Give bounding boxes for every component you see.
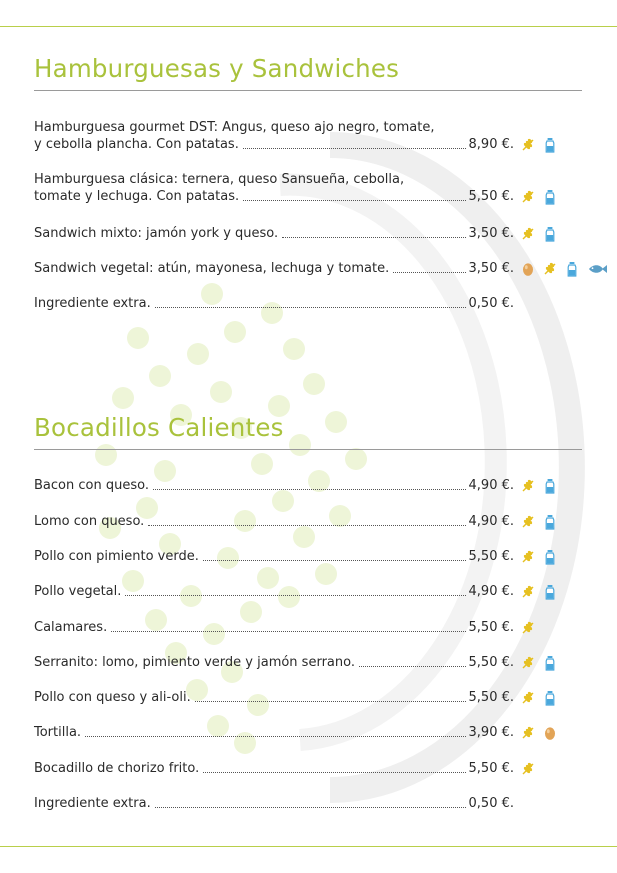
gluten-icon	[542, 261, 558, 277]
item-name: Calamares.	[34, 620, 108, 635]
allergen-icons	[520, 583, 558, 600]
menu-item	[34, 119, 582, 153]
item-price: 3,50 €.	[468, 261, 514, 276]
menu-item	[34, 795, 582, 812]
menu-item	[34, 295, 582, 312]
item-name-line: Hamburguesa gourmet DST: Angus, queso ajo negro, tomate,	[34, 120, 435, 135]
item-name: Serranito: lomo, pimiento verde y jamón serrano.	[34, 655, 355, 670]
item-name: Ingrediente extra.	[34, 796, 151, 811]
item-price: 3,90 €.	[468, 725, 514, 740]
section-title: Hamburguesas y Sandwiches	[34, 54, 400, 83]
dot-leader	[153, 477, 466, 490]
item-name: Ingrediente extra.	[34, 296, 151, 311]
item-name-line: y cebolla plancha. Con patatas.	[34, 137, 239, 152]
section-divider	[34, 90, 582, 91]
allergen-icons	[520, 724, 558, 741]
milk-icon	[542, 189, 558, 205]
menu-item	[34, 260, 582, 277]
item-name: Pollo con queso y ali-oli.	[34, 690, 191, 705]
item-price: 0,50 €.	[468, 296, 514, 311]
item-price: 5,50 €.	[468, 761, 514, 776]
bottom-border	[0, 846, 617, 847]
menu-item	[34, 548, 582, 565]
section-bocadillos	[34, 413, 582, 450]
dot-leader	[282, 225, 465, 238]
section-hamburguesas	[34, 54, 582, 91]
menu-item	[34, 619, 582, 636]
item-name: Sandwich vegetal: atún, mayonesa, lechuga y tomate.	[34, 261, 390, 276]
item-price: 5,50 €.	[468, 620, 514, 635]
allergen-icons	[520, 548, 558, 565]
gluten-icon	[520, 189, 536, 205]
item-name: Pollo con pimiento verde.	[34, 549, 199, 564]
item-name: Pollo vegetal.	[34, 584, 122, 599]
gluten-icon	[520, 226, 536, 242]
item-name: Tortilla.	[34, 725, 82, 740]
gluten-icon	[520, 514, 536, 530]
milk-icon	[542, 584, 558, 600]
milk-icon	[542, 137, 558, 153]
item-price: 4,90 €.	[468, 584, 514, 599]
gluten-icon	[520, 620, 536, 636]
milk-icon	[542, 549, 558, 565]
item-price: 8,90 €.	[468, 137, 514, 152]
menu-item	[34, 724, 582, 741]
allergen-icons	[520, 654, 558, 671]
item-name-line: Hamburguesa clásica: ternera, queso Sansueña, cebolla,	[34, 172, 405, 187]
gluten-icon	[520, 584, 536, 600]
dot-leader	[203, 760, 465, 773]
allergen-icons	[520, 513, 558, 530]
section-divider	[34, 449, 582, 450]
dot-leader	[243, 188, 465, 201]
milk-icon	[542, 478, 558, 494]
allergen-icons	[520, 477, 558, 494]
gluten-icon	[520, 725, 536, 741]
egg-icon	[542, 725, 558, 741]
item-price: 4,90 €.	[468, 478, 514, 493]
item-name: Bacon con queso.	[34, 478, 149, 493]
milk-icon	[542, 226, 558, 242]
item-price: 5,50 €.	[468, 655, 514, 670]
dot-leader	[111, 619, 465, 632]
dot-leader	[85, 724, 465, 737]
allergen-icons	[520, 260, 608, 277]
dot-leader	[125, 583, 465, 596]
menu-item	[34, 689, 582, 706]
milk-icon	[542, 690, 558, 706]
dot-leader	[155, 295, 466, 308]
allergen-icons	[520, 760, 536, 777]
dot-leader	[155, 795, 466, 808]
allergen-icons	[520, 188, 558, 205]
item-price: 3,50 €.	[468, 226, 514, 241]
milk-icon	[542, 514, 558, 530]
allergen-icons	[520, 689, 558, 706]
menu-item	[34, 654, 582, 671]
fish-icon	[586, 261, 608, 277]
dot-leader	[359, 654, 466, 667]
menu-item	[34, 225, 582, 242]
gluten-icon	[520, 690, 536, 706]
item-name: Sandwich mixto: jamón york y queso.	[34, 226, 279, 241]
item-price: 5,50 €.	[468, 690, 514, 705]
item-price: 5,50 €.	[468, 189, 514, 204]
menu-item	[34, 513, 582, 530]
dot-leader	[195, 689, 466, 702]
item-name: Bocadillo de chorizo frito.	[34, 761, 200, 776]
gluten-icon	[520, 655, 536, 671]
dot-leader	[203, 548, 466, 561]
egg-icon	[520, 261, 536, 277]
allergen-icons	[520, 225, 558, 242]
menu-item	[34, 583, 582, 600]
menu-item	[34, 760, 582, 777]
gluten-icon	[520, 137, 536, 153]
item-name: Lomo con queso.	[34, 514, 145, 529]
milk-icon	[542, 655, 558, 671]
gluten-icon	[520, 478, 536, 494]
gluten-icon	[520, 761, 536, 777]
dot-leader	[393, 260, 465, 273]
item-price: 4,90 €.	[468, 514, 514, 529]
dot-leader	[243, 136, 466, 149]
item-price: 0,50 €.	[468, 796, 514, 811]
allergen-icons	[520, 619, 536, 636]
item-price: 5,50 €.	[468, 549, 514, 564]
menu-item	[34, 171, 582, 205]
allergen-icons	[520, 136, 558, 153]
dot-leader	[148, 513, 465, 526]
item-name-line: tomate y lechuga. Con patatas.	[34, 189, 240, 204]
gluten-icon	[520, 549, 536, 565]
milk-icon	[564, 261, 580, 277]
menu-item	[34, 477, 582, 494]
section-title: Bocadillos Calientes	[34, 413, 284, 442]
